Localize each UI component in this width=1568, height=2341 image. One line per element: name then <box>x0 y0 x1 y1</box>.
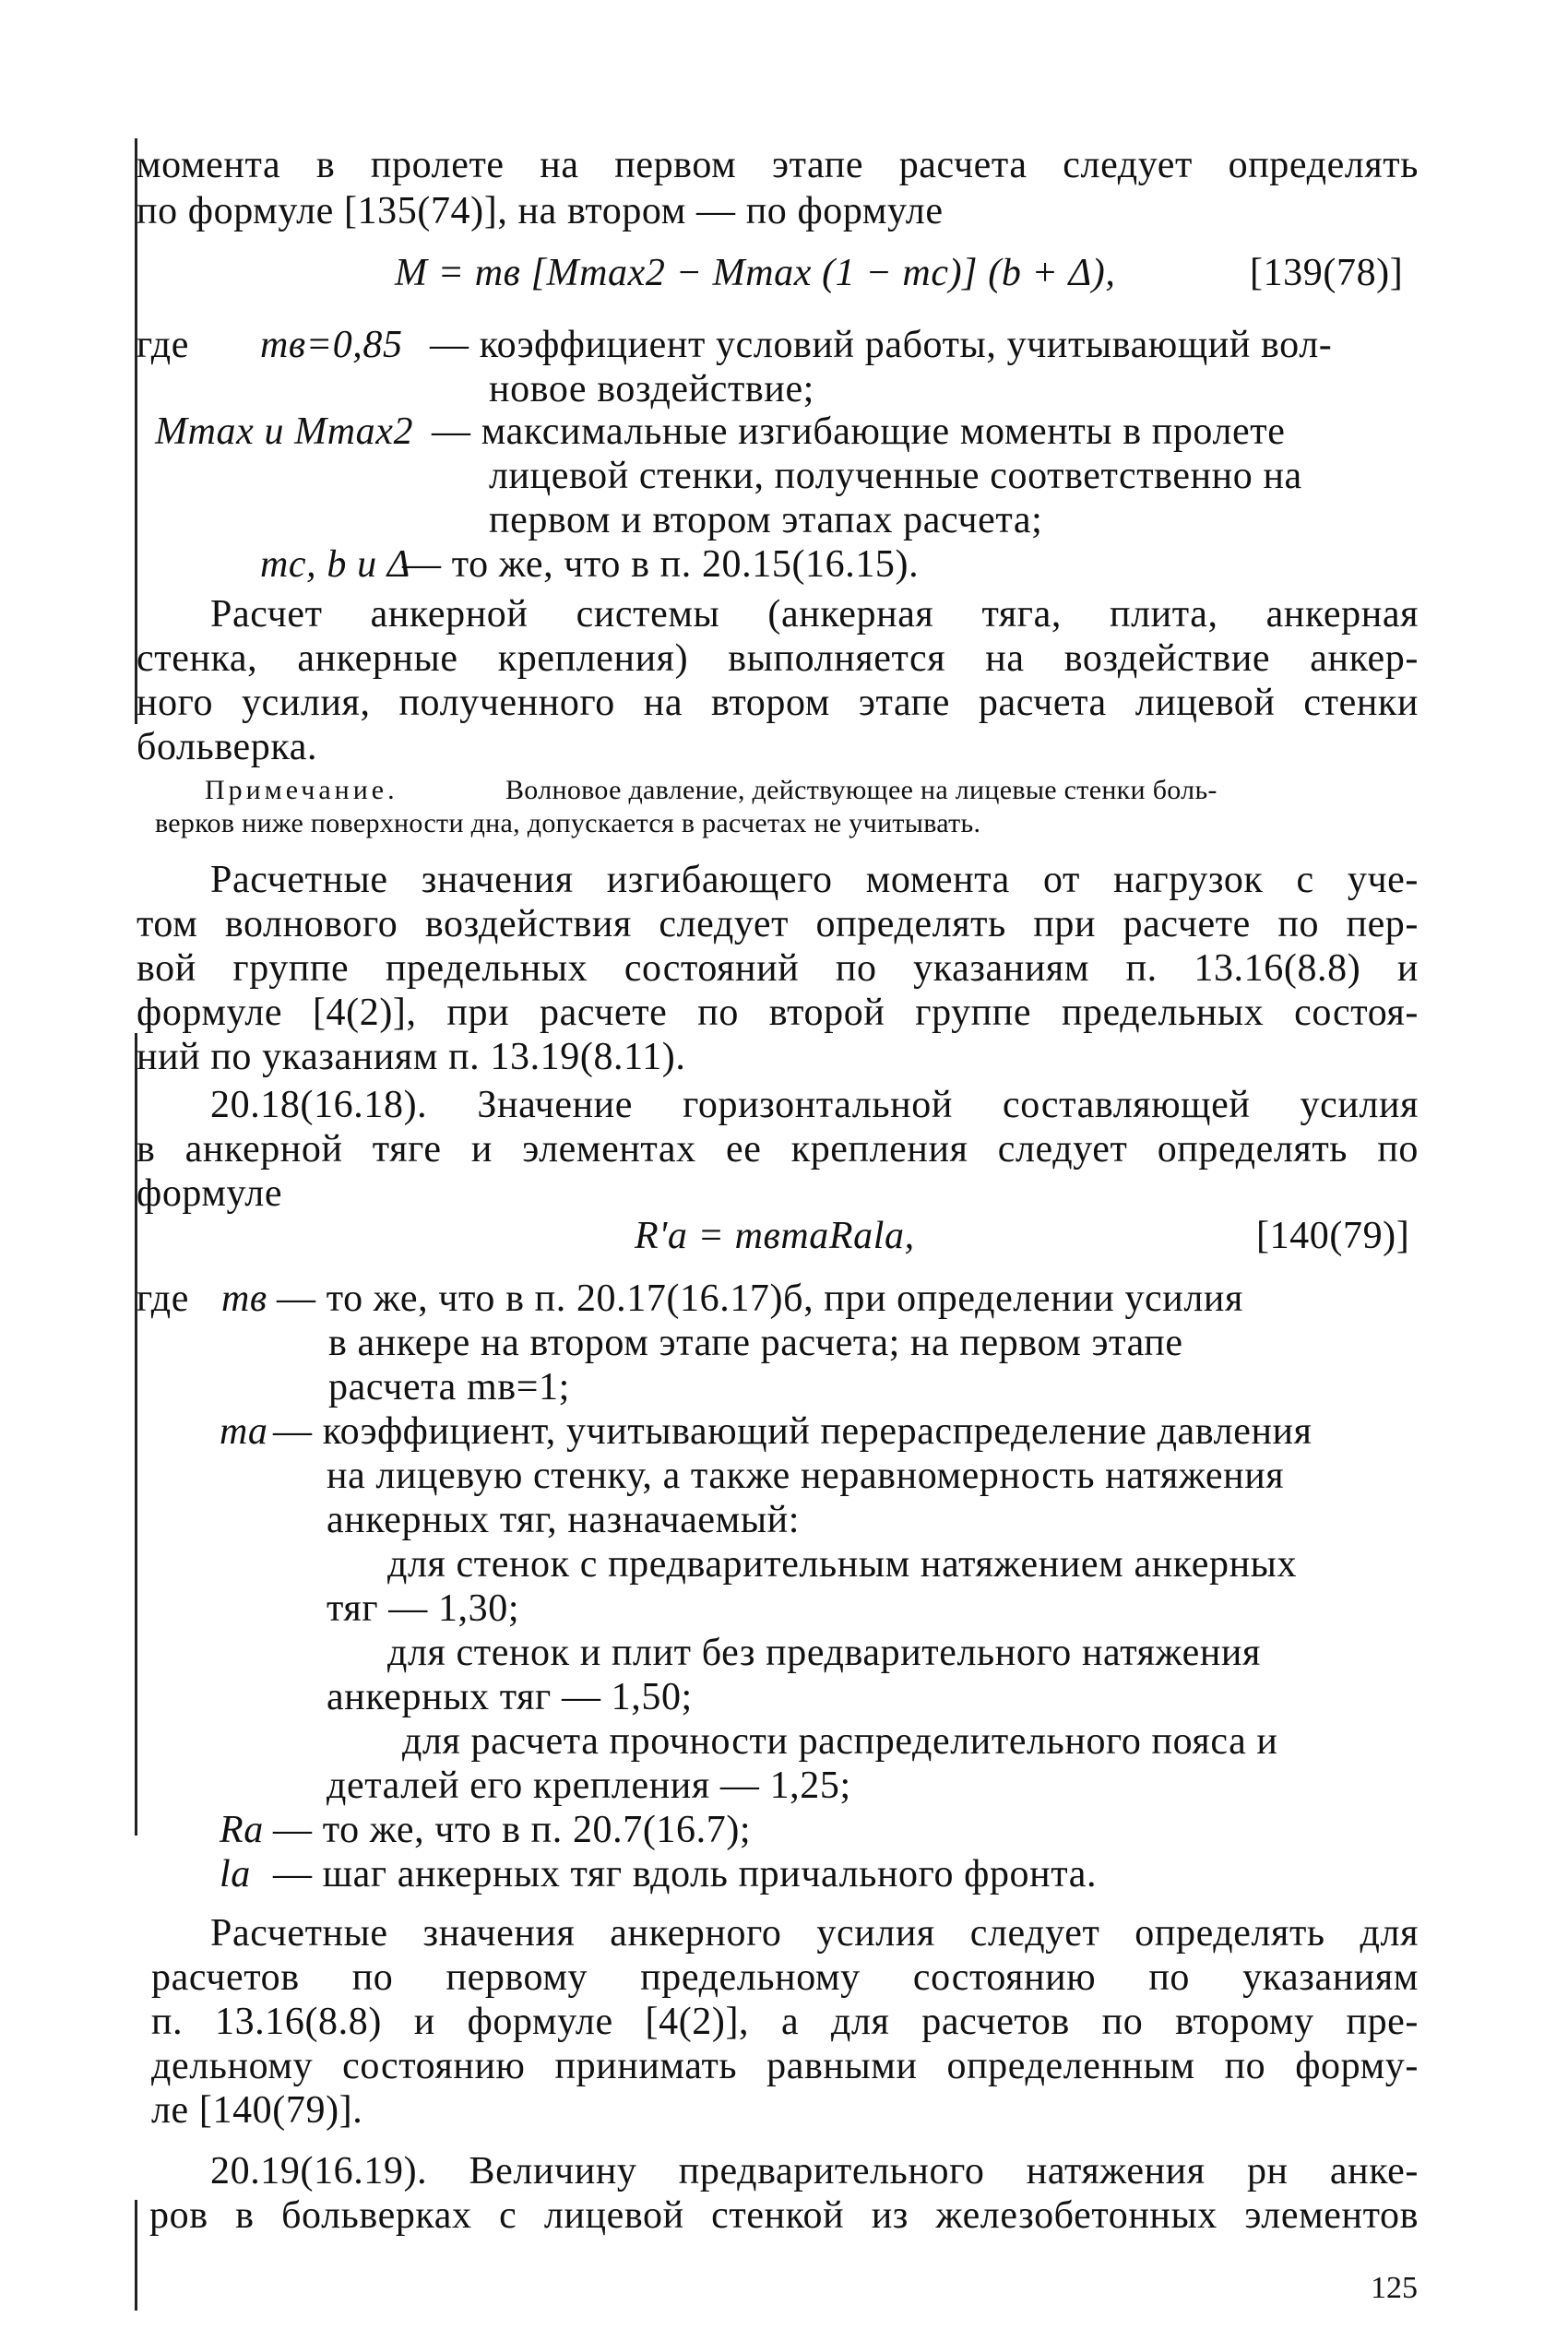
definition-line: — то же, что в п. 20.17(16.17)б, при определении усилия <box>277 1277 1243 1320</box>
margin-bar <box>135 2200 137 2311</box>
symbol-m-v: mв=0,85 <box>260 324 403 366</box>
definition-line: первом и втором этапах расчета; <box>489 499 1043 541</box>
formula-number: [140(79)] <box>1256 1215 1410 1257</box>
sub-item-line: анкерных тяг — 1,50; <box>327 1676 693 1718</box>
sub-item-line: для стенок и плит без предварительного натяжения <box>387 1632 1261 1674</box>
text-line: п. 13.16(8.8) и формуле [4(2)], а для расчетов по второму пре- <box>151 2001 1419 2043</box>
page-number: 125 <box>1371 2271 1418 2305</box>
sub-item-line: для расчета прочности распределительного пояса и <box>402 1720 1278 1763</box>
text-line: больверка. <box>137 726 318 768</box>
text-line: 20.18(16.18). Значение горизонтальной составляющей усилия <box>210 1084 1419 1126</box>
text-line: в анкерной тяге и элементах ее крепления следует определять по <box>137 1128 1419 1170</box>
text-line: ров в больверках с лицевой стенкой из железобетонных элементов <box>149 2194 1419 2237</box>
formula-expression: R'а = mвmаRаlа, <box>635 1215 915 1257</box>
text-line: ного усилия, полученного на втором этапе расчета лицевой стенки <box>137 682 1419 724</box>
text-line: момента в пролете на первом этапе расчета следует определять <box>137 144 1419 186</box>
text-line: 20.19(16.19). Величину предварительного натяжения pн анке- <box>210 2150 1419 2192</box>
text-line: ле [140(79)]. <box>151 2089 363 2132</box>
text-line: ний по указаниям п. 13.19(8.11). <box>137 1036 686 1078</box>
text-line: том волнового воздействия следует определять при расчете по пер- <box>137 903 1419 945</box>
symbol-m-a: mа <box>220 1410 268 1453</box>
note-line: Волновое давление, действующее на лицевые стенки боль- <box>505 775 1218 805</box>
symbol-m-max: Mmax и Mmax2 <box>155 410 414 453</box>
where-term: где <box>137 1277 189 1320</box>
symbol-mc-b-delta: mс, b и Δ <box>260 543 411 586</box>
text-line: Расчет анкерной системы (анкерная тяга, плита, анкерная <box>210 593 1419 636</box>
text-line: формуле <box>137 1172 283 1215</box>
formula-number: [139(78)] <box>1250 252 1404 294</box>
note-line: верков ниже поверхности дна, допускается в расчетах не учитывать. <box>155 808 981 838</box>
definition-line: новое воздействие; <box>489 368 814 410</box>
symbol-r-a: Rа <box>220 1809 264 1851</box>
definition-line: расчета mв=1; <box>328 1366 570 1408</box>
formula-expression: M = mв [Mmax2 − Mmax (1 − mс)] (b + Δ), <box>395 252 1116 294</box>
note-label: Примечание. <box>205 775 398 805</box>
definition-line: — то же, что в п. 20.15(16.15). <box>402 543 920 586</box>
definition-line: — коэффициент условий работы, учитывающий вол- <box>430 324 1333 366</box>
text-line: формуле [4(2)], при расчете по второй группе предельных состоя- <box>137 992 1419 1034</box>
text-line: Расчетные значения изгибающего момента от нагрузок с уче- <box>210 859 1419 901</box>
definition-line: — коэффициент, учитывающий перераспределение давления <box>273 1410 1313 1453</box>
text-line: Расчетные значения анкерного усилия следует определять для <box>210 1912 1419 1955</box>
sub-item-line: для стенок с предварительным натяжением анкерных <box>387 1543 1298 1586</box>
text-line: стенка, анкерные крепления) выполняется на воздействие анкер- <box>137 637 1419 680</box>
where-term: где <box>137 324 189 366</box>
text-line: дельному состоянию принимать равными определенным по форму- <box>151 2045 1419 2087</box>
definition-line: на лицевую стенку, а также неравномерность натяжения <box>327 1455 1285 1497</box>
definition-line: в анкере на втором этапе расчета; на первом этапе <box>328 1322 1183 1364</box>
definition-line: — максимальные изгибающие моменты в пролете <box>432 410 1286 453</box>
definition-line: анкерных тяг, назначаемый: <box>327 1499 801 1541</box>
definition-line: лицевой стенки, полученные соответственно на <box>489 455 1302 497</box>
definition-line: — шаг анкерных тяг вдоль причального фронта. <box>273 1853 1098 1895</box>
text-line: вой группе предельных состояний по указаниям п. 13.16(8.8) и <box>137 947 1419 990</box>
symbol-l-a: lа <box>220 1853 251 1895</box>
sub-item-line: деталей его крепления — 1,25; <box>327 1765 851 1807</box>
text-line: по формуле [135(74)], на втором — по формуле <box>137 190 944 232</box>
sub-item-line: тяг — 1,30; <box>327 1587 520 1630</box>
symbol-m-v: mв <box>221 1277 267 1320</box>
text-line: расчетов по первому предельному состоянию по указаниям <box>151 1956 1419 1999</box>
definition-line: — то же, что в п. 20.7(16.7); <box>273 1809 752 1851</box>
